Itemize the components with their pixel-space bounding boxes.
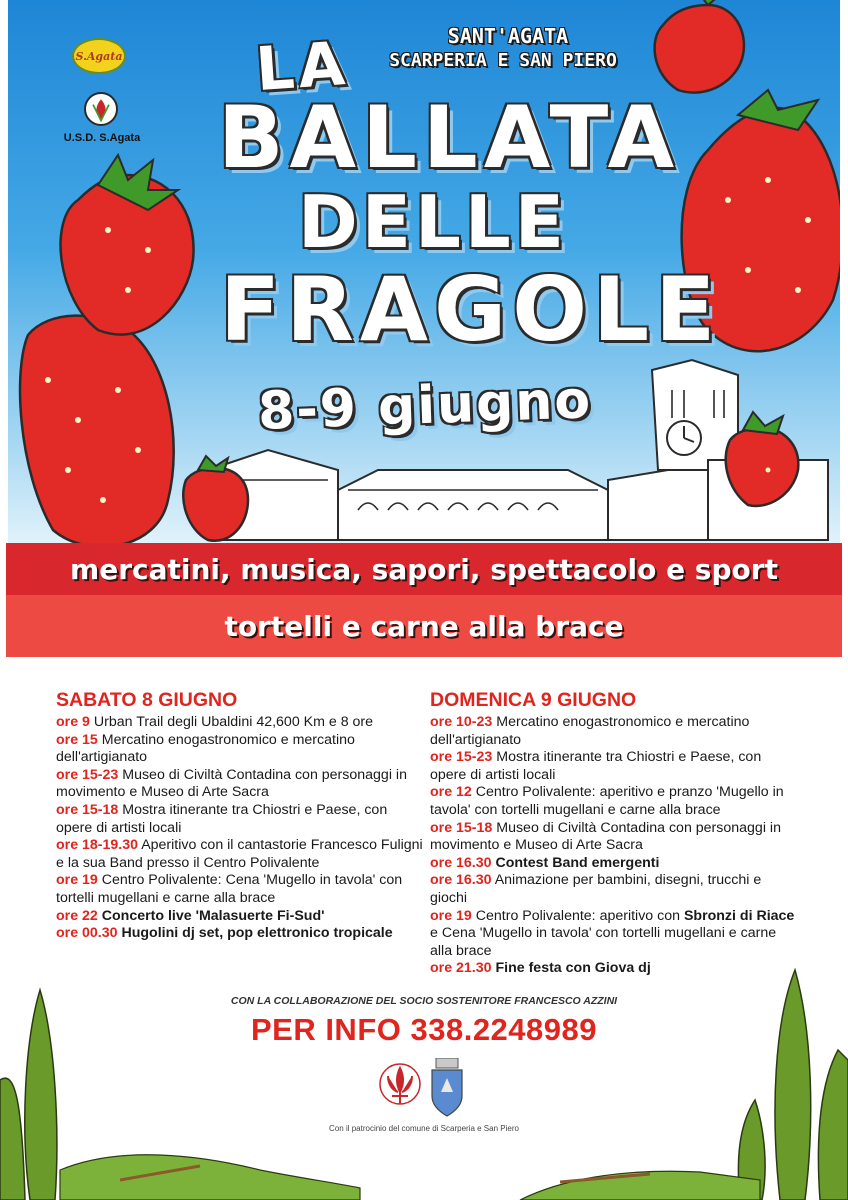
activities-banner — [6, 543, 842, 595]
usd-crest-icon — [84, 92, 118, 126]
municipality-crest-icon — [428, 1058, 466, 1118]
entry-time: ore 10-23 — [430, 714, 493, 730]
schedule-entry — [56, 837, 426, 872]
schedule-entry — [56, 767, 426, 802]
schedule-entry — [430, 872, 800, 907]
entry-time: ore 12 — [430, 784, 472, 801]
entry-text: Museo di Civiltà Contadina con personaggi in movimento e Museo di Arte Sacra — [56, 766, 407, 801]
town-name: SANT'AGATA — [447, 24, 569, 48]
schedule-entry — [56, 802, 426, 837]
entry-time: ore 9 — [56, 714, 90, 730]
schedule-entry — [430, 908, 800, 961]
entry-time: ore 21.30 — [430, 960, 492, 977]
schedule-entry — [430, 820, 800, 855]
entry-time: ore 19 — [430, 907, 472, 924]
entry-highlight: Hugolini dj set, pop elettronico tropicale — [117, 925, 393, 942]
sunday-heading: DOMENICA 9 GIUGNO — [430, 689, 637, 711]
entry-text: Aperitivo con il cantastorie Francesco Fuligni e la sua Band presso il Centro Polivalente — [56, 837, 423, 871]
municipality-name: SCARPERIA E SAN PIERO — [389, 50, 617, 71]
entry-text: Centro Polivalente: aperitivo con — [471, 907, 684, 924]
entry-time: ore 18-19.30 — [56, 837, 139, 854]
entry-text: Mercatino enogastronomico e mercatino dell'artigianato — [56, 731, 355, 766]
entry-time: ore 00.30 — [56, 925, 118, 942]
entry-time: ore 15 — [56, 731, 98, 748]
entry-text: Centro Polivalente: Cena 'Mugello in tavola' con tortelli mugellani e carne alla brace — [56, 872, 403, 906]
entry-time: ore 19 — [56, 872, 98, 889]
food-banner — [6, 595, 842, 657]
entry-time: ore 15-18 — [430, 819, 493, 836]
entry-text: Mostra itinerante tra Chiostri e Paese, con opere di artisti locali — [430, 749, 762, 783]
entry-highlight: Fine festa con Giova dj — [491, 960, 651, 977]
schedule-entry — [430, 714, 800, 749]
sunday-schedule — [430, 688, 800, 978]
info-phone: PER INFO 338.2248989 — [250, 1012, 598, 1047]
entry-time: ore 16.30 — [430, 854, 492, 871]
club-logo: S.Agata — [72, 38, 126, 74]
entry-time: ore 15-18 — [56, 801, 119, 818]
title-ballata: BALLATA — [218, 88, 681, 188]
entry-highlight: Concerto live 'Malasuerte Fi-Sud' — [97, 907, 325, 924]
schedule-entry — [430, 855, 800, 873]
entry-time: ore 15-23 — [56, 766, 119, 783]
entry-highlight: Sbronzi di Riace — [683, 907, 795, 924]
schedule-entry — [430, 784, 800, 819]
entry-text: Animazione per bambini, disegni, trucchi e giochi — [430, 872, 762, 906]
collaboration-note: CON LA COLLABORAZIONE DEL SOCIO SOSTENITORE FRANCESCO AZZINI — [230, 995, 618, 1007]
entry-text: Urban Trail degli Ubaldini 42,600 Km e 8 ore — [89, 714, 374, 730]
usd-label: U.S.D. S.Agata — [63, 132, 141, 144]
saturday-heading: SABATO 8 GIUGNO — [56, 689, 238, 711]
patronage-note: Con il patrocinio del comune di Scarperia e San Piero — [329, 1124, 519, 1133]
schedule-entry — [56, 872, 426, 907]
event-dates: 8-9 giugno — [257, 370, 594, 442]
saturday-schedule — [56, 688, 426, 943]
header-illustration — [8, 0, 840, 555]
schedule-entry — [56, 925, 426, 943]
food-text: tortelli e carne alla brace — [224, 609, 624, 643]
schedule-entry — [56, 908, 426, 926]
entry-highlight: Contest Band emergenti — [491, 854, 660, 871]
activities-text: mercatini, musica, sapori, spettacolo e sport — [70, 552, 778, 586]
schedule-entry — [56, 714, 426, 732]
title-delle: DELLE — [298, 180, 568, 264]
entry-text: Mercatino enogastronomico e mercatino dell'artigianato — [430, 714, 750, 748]
title-la: LA — [253, 28, 352, 106]
entry-text: Museo di Civiltà Contadina con personaggi in movimento e Museo di Arte Sacra — [430, 819, 781, 854]
entry-text-tail: e Cena 'Mugello in tavola' con tortelli mugellani e carne alla brace — [430, 925, 777, 959]
entry-time: ore 16.30 — [430, 872, 492, 889]
entry-text: Centro Polivalente: aperitivo e pranzo 'Mugello in tavola' con tortelli mugellani e carne alla brace — [430, 784, 784, 818]
entry-time: ore 15-23 — [430, 749, 493, 766]
entry-time: ore 22 — [56, 907, 98, 924]
schedule-entry — [56, 732, 426, 767]
schedule-entry — [430, 960, 800, 978]
title-fragole: FRAGOLE — [220, 258, 722, 361]
entry-text: Mostra itinerante tra Chiostri e Paese, con opere di artisti locali — [56, 801, 388, 836]
florentine-lily-icon — [378, 1062, 422, 1116]
schedule-entry — [430, 749, 800, 784]
